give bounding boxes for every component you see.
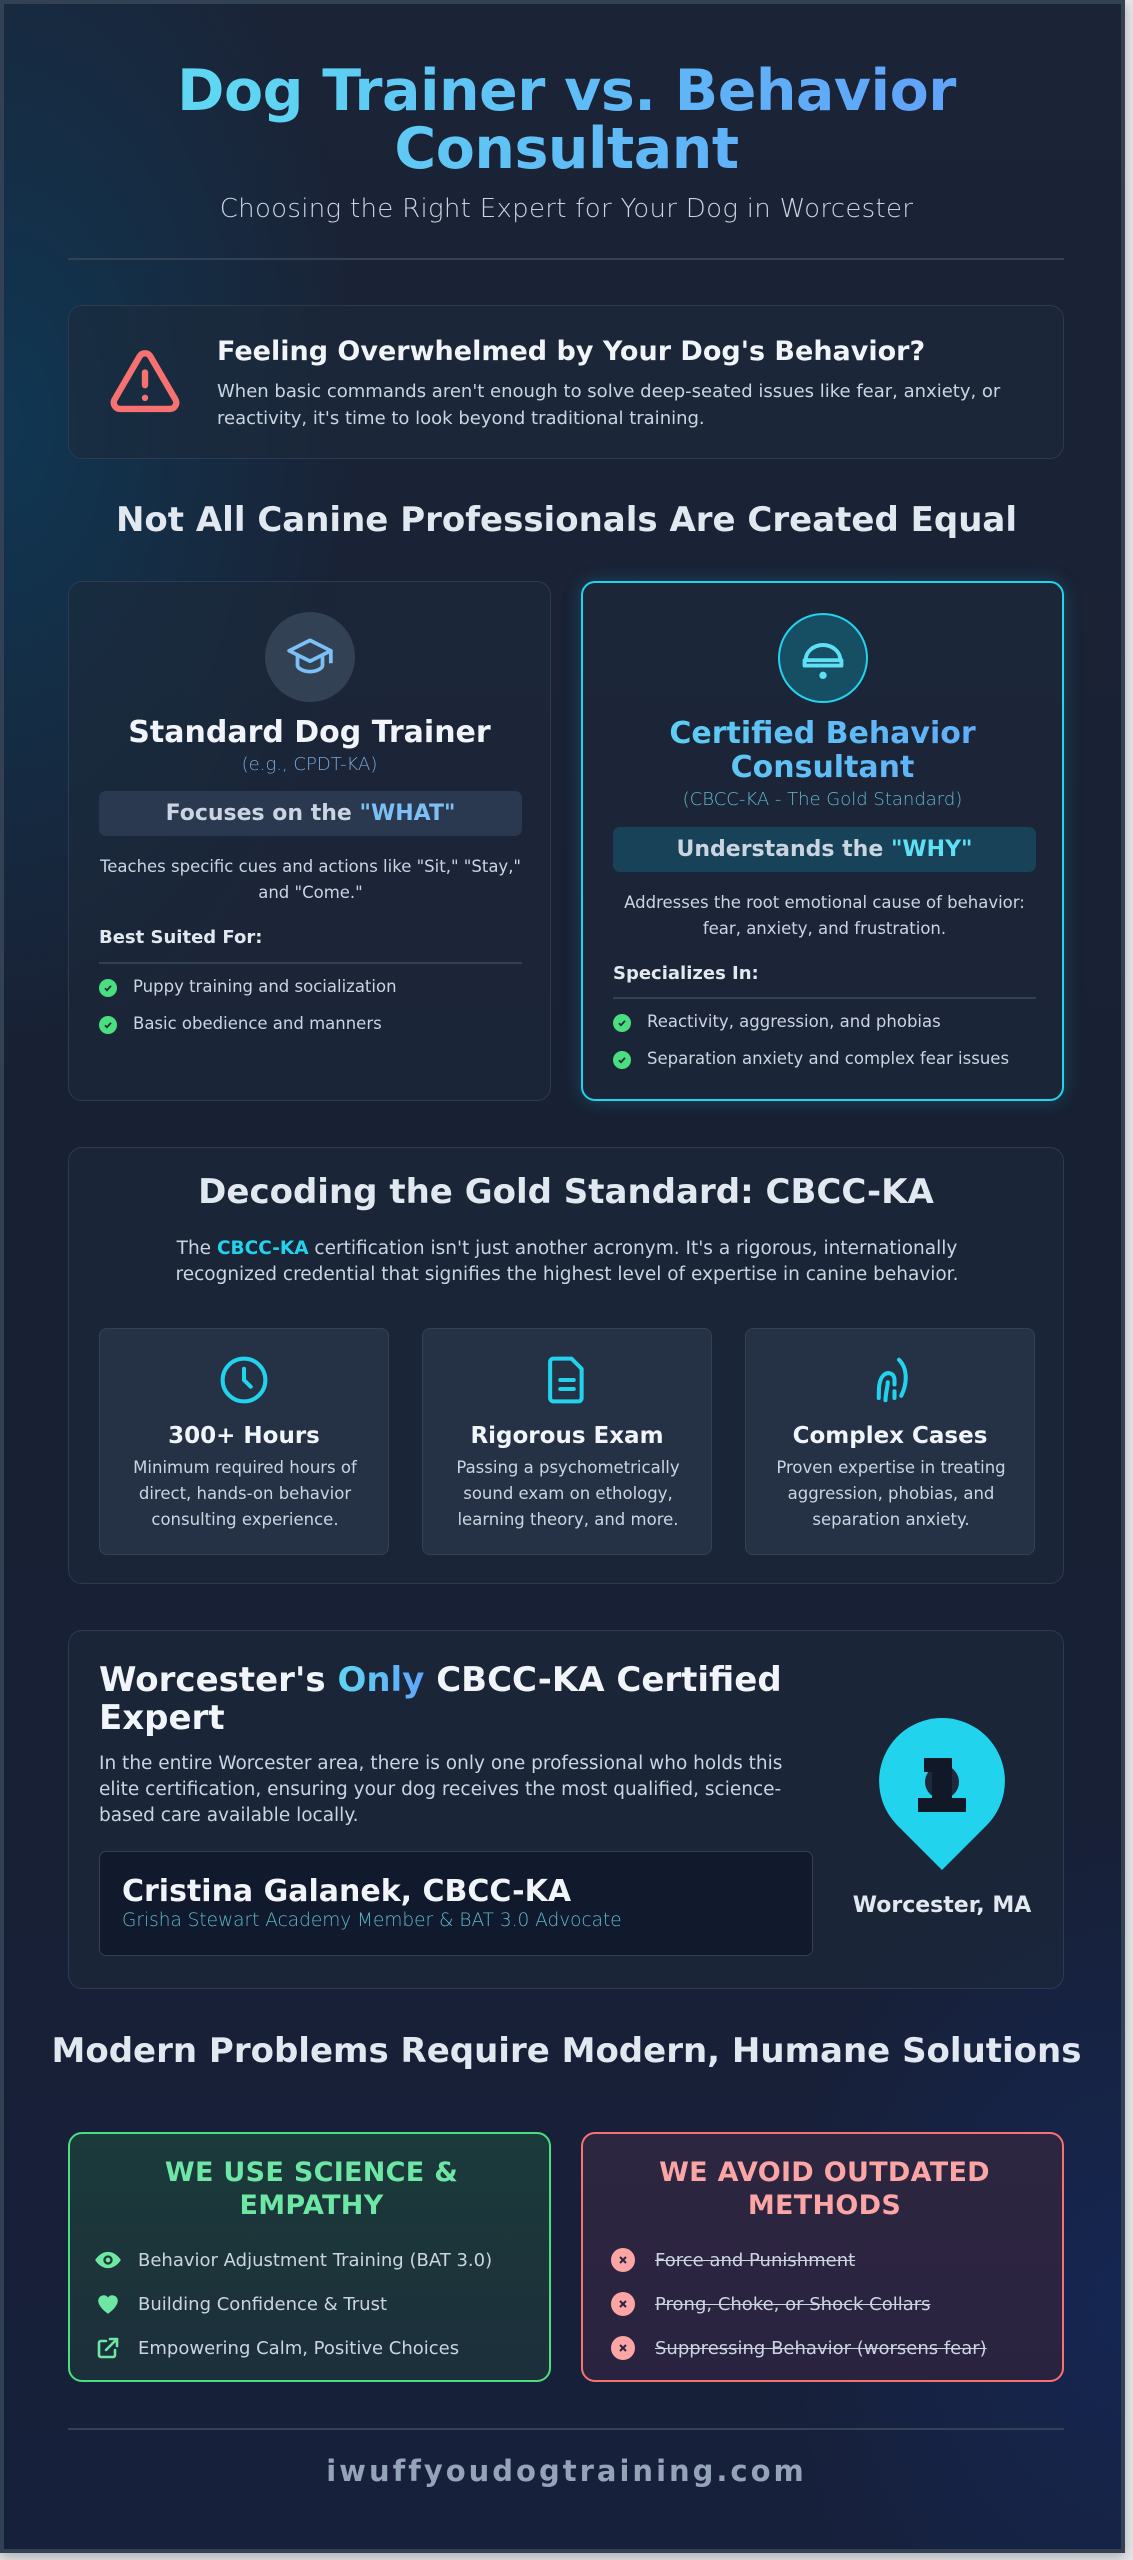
title-line-2: Consultant (394, 116, 739, 182)
expert-card (99, 1851, 813, 1956)
feature-title: 300+ Hours (168, 1423, 320, 1449)
list-item (607, 2248, 855, 2272)
avoid-methods-card (581, 2132, 1064, 2382)
expert-credentials: Grisha Stewart Academy Member & BAT 3.0 Advocate (122, 1910, 622, 1931)
eye-icon (94, 2246, 122, 2274)
trainer-title: Standard Dog Trainer (128, 715, 491, 750)
title-highlight: Only (337, 1660, 425, 1700)
worcester-title (99, 1661, 799, 1737)
alert-card (68, 305, 1064, 459)
divider (68, 2428, 1064, 2430)
list-item-label: Empowering Calm, Positive Choices (138, 2337, 460, 2359)
use-methods-title: WE USE SCIENCE & EMPATHY (164, 2157, 459, 2221)
map-pin-number-one-icon (877, 1716, 1007, 1876)
check-circle-icon (99, 979, 117, 997)
focus-highlight: "WHAT" (359, 801, 456, 826)
expert-name: Cristina Galanek, CBCC-KA (122, 1874, 572, 1909)
decoding-card (68, 1147, 1064, 1584)
list-item-label: Building Confidence & Trust (138, 2293, 388, 2315)
consultant-list-heading: Specializes In: (613, 963, 759, 984)
list-item (99, 975, 397, 997)
text-prefix: The (176, 1238, 217, 1259)
fingerprint-icon (746, 1353, 1034, 1409)
alert-text: When basic commands aren't enough to solve deep-seated issues like fear, anxiety, or reactivity, it's time to look beyond traditional training. (217, 381, 1001, 429)
feature-text: Minimum required hours of direct, hands-on behavior consulting experience. (133, 1458, 357, 1529)
consultant-card (581, 581, 1064, 1101)
text-highlight: CBCC-KA (216, 1238, 309, 1259)
list-item-label: Suppressing Behavior (worsens fear) (655, 2337, 987, 2359)
divider (68, 258, 1064, 260)
alert-title: Feeling Overwhelmed by Your Dog's Behavior? (217, 336, 926, 367)
trainer-list-heading: Best Suited For: (99, 927, 263, 948)
feature-title: Rigorous Exam (470, 1423, 664, 1449)
comparison-heading: Not All Canine Professionals Are Created Equal (115, 500, 1018, 540)
page-title (4, 58, 1129, 182)
list-item (94, 2334, 459, 2362)
title-line-1: Dog Trainer vs. Behavior (177, 58, 956, 124)
document-icon (423, 1353, 711, 1409)
decoding-title: Decoding the Gold Standard: CBCC-KA (198, 1172, 934, 1212)
heart-icon (94, 2290, 122, 2318)
x-circle-icon (611, 2248, 635, 2272)
title-suffix: CBCC-KA Certified Expert (99, 1660, 782, 1738)
methods-heading: Modern Problems Require Modern, Humane Solutions (51, 2031, 1082, 2071)
focus-prefix: Understands the (676, 837, 891, 862)
list-item-label: Separation anxiety and complex fear issues (647, 1048, 1010, 1068)
list-item-label: Force and Punishment (655, 2249, 856, 2271)
title-prefix: Worcester's (99, 1660, 338, 1700)
list-item (613, 1010, 941, 1032)
page-subtitle: Choosing the Right Expert for Your Dog in Worcester (219, 194, 914, 224)
divider (613, 997, 1036, 999)
consultant-focus (613, 827, 1036, 872)
decoding-text (149, 1236, 985, 1288)
list-item (613, 1047, 1009, 1069)
consultant-title: Certified Behavior Consultant (583, 717, 1062, 785)
text-suffix: certification isn't just another acronym. It's a rigorous, internationally recognized credential that signifies the highest level of expertise in canine behavior. (175, 1238, 959, 1285)
worcester-card (68, 1630, 1064, 1989)
feature-title: Complex Cases (792, 1423, 988, 1449)
list-item (607, 2336, 987, 2360)
focus-prefix: Focuses on the (165, 801, 360, 826)
trainer-description: Teaches specific cues and actions like "Sit," "Stay," and "Come." (99, 857, 522, 902)
list-item (94, 2290, 387, 2318)
check-circle-icon (99, 1016, 117, 1034)
check-circle-icon (613, 1051, 631, 1069)
list-item (607, 2292, 931, 2316)
x-circle-icon (611, 2336, 635, 2360)
trainer-focus (99, 791, 522, 836)
feature-text: Proven expertise in treating aggression, phobias, and separation anxiety. (776, 1458, 1006, 1529)
feature-text: Passing a psychometrically sound exam on ethology, learning theory, and more. (456, 1458, 680, 1529)
focus-highlight: "WHY" (890, 837, 973, 862)
list-item-label: Prong, Choke, or Shock Collars (655, 2293, 931, 2315)
feature-card (99, 1328, 389, 1555)
avoid-methods-title: WE AVOID OUTDATED METHODS (659, 2157, 990, 2221)
graduation-cap-icon (265, 612, 355, 702)
list-item-label: Reactivity, aggression, and phobias (647, 1011, 941, 1031)
use-methods-card (68, 2132, 551, 2382)
trainer-card (68, 581, 551, 1101)
consultant-subtitle: (CBCC-KA - The Gold Standard) (682, 789, 963, 810)
consultant-description: Addresses the root emotional cause of behavior: fear, anxiety, and frustration. (624, 893, 1025, 938)
trainer-subtitle: (e.g., CPDT-KA) (241, 754, 378, 775)
external-link-icon (94, 2334, 122, 2362)
list-item-label: Puppy training and socialization (133, 976, 397, 996)
check-circle-icon (613, 1014, 631, 1032)
x-circle-icon (611, 2292, 635, 2316)
feature-card (745, 1328, 1035, 1555)
location-label: Worcester, MA (852, 1893, 1032, 1918)
clock-icon (100, 1353, 388, 1409)
brain-icon (778, 613, 868, 703)
list-item (94, 2246, 492, 2274)
worcester-text: In the entire Worcester area, there is only one professional who holds this elite certification, ensuring your dog receives the most qualified, science-based care available locally. (99, 1753, 783, 1826)
divider (99, 962, 522, 964)
footer-website[interactable]: iwuffyoudogtraining.com (326, 2454, 807, 2488)
feature-card (422, 1328, 712, 1555)
warning-triangle-icon (107, 344, 183, 420)
list-item (99, 1012, 382, 1034)
list-item-label: Basic obedience and manners (133, 1013, 382, 1033)
list-item-label: Behavior Adjustment Training (BAT 3.0) (138, 2249, 493, 2271)
